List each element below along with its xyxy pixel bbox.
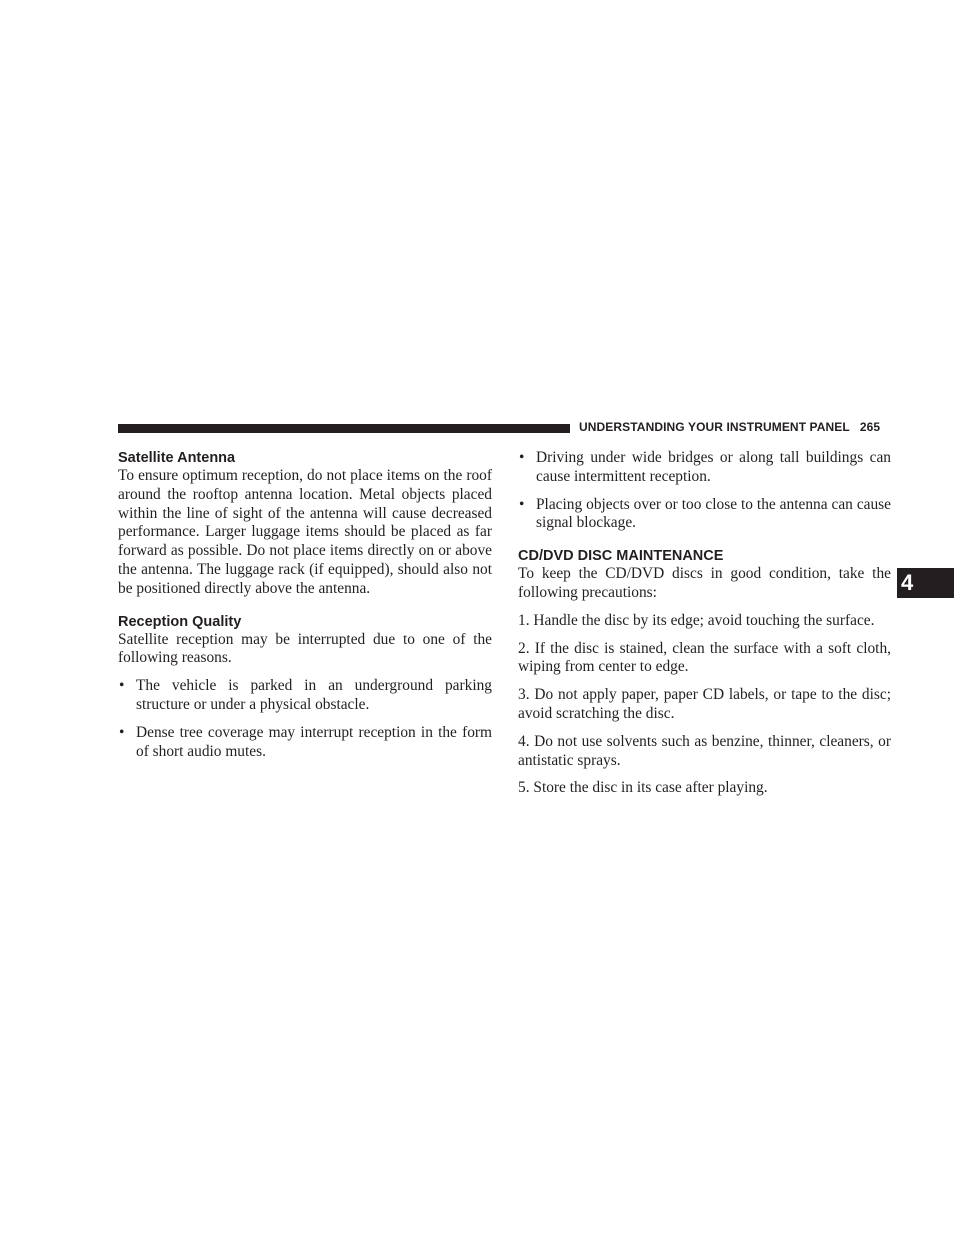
running-header: [579, 420, 880, 435]
disc-step-4: 4. Do not use solvents such as benzine, thinner, cleaners, or antistatic sprays.: [518, 732, 891, 769]
header-rule: [118, 424, 570, 433]
bullet-icon: •: [119, 677, 125, 695]
reception-bullet-list-continued: [518, 449, 891, 533]
disc-maintenance-heading: CD/DVD DISC MAINTENANCE: [518, 548, 724, 565]
header-title: UNDERSTANDING YOUR INSTRUMENT PANEL: [579, 420, 850, 434]
satellite-antenna-heading: Satellite Antenna: [118, 450, 236, 466]
reception-quality-paragraph: Satellite reception may be interrupted due to one of the following reasons.: [118, 630, 492, 667]
disc-maintenance-intro: To keep the CD/DVD discs in good condition, take the following precautions:: [518, 565, 891, 601]
disc-step-2: 2. If the disc is stained, clean the surface with a soft cloth, wiping from center to edge.: [518, 639, 891, 676]
page-number: 265: [859, 420, 881, 434]
disc-step-1: 1. Handle the disc by its edge; avoid touching the surface.: [518, 611, 875, 629]
bullet-icon: •: [519, 495, 525, 513]
disc-step-5: 5. Store the disc in its case after playing.: [518, 779, 768, 797]
bullet-icon: •: [119, 723, 125, 741]
disc-step-3: 3. Do not apply paper, paper CD labels, or tape to the disc; avoid scratching the disc.: [518, 686, 891, 722]
satellite-antenna-paragraph: To ensure optimum reception, do not place items on the roof around the rooftop antenna location. Metal objects placed within the line of sight of the antenna will cause decreased performance. Larger luggage items should be placed as far forward as possible. Do not place items directly on or above the antenna. The luggage rack (if equipped), should also not be positioned directly above the antenna.: [118, 467, 492, 597]
left-column: [118, 449, 492, 761]
reception-quality-heading: Reception Quality: [118, 613, 242, 630]
list-item: • Driving under wide bridges or along tall buildings can cause intermittent reception.: [519, 449, 891, 485]
bullet-icon: •: [519, 449, 525, 466]
right-column: [518, 449, 891, 798]
list-item: • Dense tree coverage may interrupt reception in the form of short audio mutes.: [119, 723, 492, 760]
reception-bullet-list: [118, 677, 492, 761]
list-item: • The vehicle is parked in an underground parking structure or under a physical obstacle.: [119, 677, 492, 713]
list-item: • Placing objects over or too close to the antenna can cause signal blockage.: [519, 495, 891, 532]
chapter-tab: 4: [897, 568, 954, 598]
